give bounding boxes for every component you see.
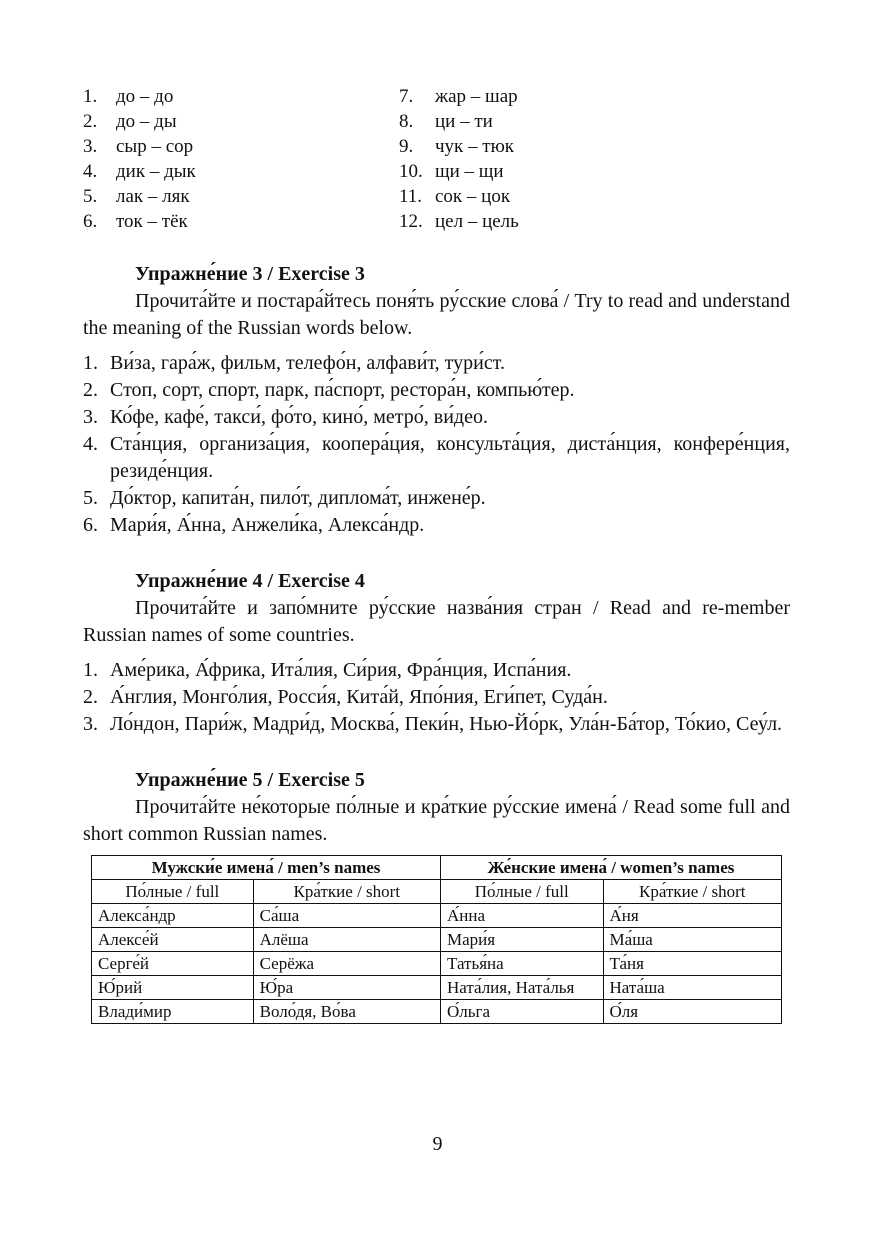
exercise-heading: Упражне́ние 5 / Exercise 5 [135,769,365,791]
list-item: 6. ток – тёк [83,211,188,232]
table-row [92,928,782,952]
list-item: 5. лак – ляк [83,186,190,207]
table-cell: Ната́ша [603,976,781,1000]
exercise-instruction: Прочита́йте и постара́йтесь поня́ть ру́сские слова́ / Try to read and understand the meaning of the Russian words below. [83,290,790,339]
table-row [92,904,782,928]
table-cell: Алёша [253,928,440,952]
table-cell: О́ля [603,1000,781,1024]
page-number: 9 [432,1133,443,1155]
table-row [92,976,782,1000]
table-cell: Ю́рий [92,976,254,1000]
women-names-header: Же́нские имена́ / women’s names [440,856,781,880]
full-header: По́лные / full [92,880,254,904]
list-item: 11. сок – цок [399,186,511,207]
list-item: 5. До́ктор, капита́н, пило́т, диплома́т, инжене́р. [83,487,486,509]
table-cell: О́льга [440,1000,603,1024]
pairs-left-column [83,84,399,234]
table-cell: Татья́на [440,952,603,976]
list-item: 1. Аме́рика, А́фрика, Ита́лия, Си́рия, Фра́нция, Испа́ния. [83,659,572,681]
table-cell: Ната́лия, Ната́лья [440,976,603,1000]
list-item: 4. дик – дык [83,161,196,182]
exercise-list [83,657,790,738]
table-cell: Влади́мир [92,1000,254,1024]
list-item: 3. Ло́ндон, Пари́ж, Мадри́д, Москва́, Пеки́н, Нью-Йо́рк, Ула́н-Ба́тор, То́кио, Сеу́л. [83,713,783,735]
exercise-5 [83,766,790,1024]
exercise-3 [83,260,790,539]
table-row [92,952,782,976]
exercise-heading: Упражне́ние 3 / Exercise 3 [135,263,365,285]
exercise-instruction: Прочита́йте и запо́мните ру́сские назва́ния стран / Read and re-member Russian names of some countries. [83,597,790,646]
list-item: 3. сыр – сор [83,136,194,157]
list-item: 3. Ко́фе, кафе́, такси́, фо́то, кино́, метро́, ви́део. [83,406,488,428]
table-cell: Са́ша [253,904,440,928]
table-cell: Ю́ра [253,976,440,1000]
exercise-instruction: Прочита́йте не́которые по́лные и кра́ткие ру́сские имена́ / Read some full and short common Russian names. [83,796,790,845]
names-table [91,855,782,1024]
table-cell: Ма́ша [603,928,781,952]
list-item: 4. Ста́нция, организа́ция, коопера́ция, консульта́ция, диста́нция, конфере́нция, резиде́нция. [83,433,790,482]
list-item: 1. Ви́за, гара́ж, фильм, телефо́н, алфави́т, тури́ст. [83,352,505,374]
page-content [83,84,790,1024]
list-item: 6. Мари́я, А́нна, Анжели́ка, Алекса́ндр. [83,514,425,536]
list-item: 2. до – ды [83,111,177,132]
table-cell: Алекса́ндр [92,904,254,928]
table-cell: Серге́й [92,952,254,976]
exercise-list [83,350,790,539]
exercise-4 [83,567,790,738]
full-header: По́лные / full [440,880,603,904]
list-item: 9. чук – тюк [399,136,515,157]
short-header: Кра́ткие / short [603,880,781,904]
table-cell: Серёжа [253,952,440,976]
table-cell: Мари́я [440,928,603,952]
table-row [92,1000,782,1024]
list-item: 7. жар – шар [399,86,518,107]
list-item: 1. до – до [83,86,174,107]
list-item: 8. ци – ти [399,111,493,132]
list-item: 2. Стоп, сорт, спорт, парк, па́спорт, рестора́н, компью́тер. [83,379,575,401]
table-cell: Алексе́й [92,928,254,952]
table-cell: Та́ня [603,952,781,976]
list-item: 10. щи – щи [399,161,504,182]
pairs-right-column [399,84,519,234]
list-item: 2. А́нглия, Монго́лия, Росси́я, Кита́й, Япо́ния, Еги́пет, Суда́н. [83,686,608,708]
table-cell: А́ня [603,904,781,928]
syllable-pairs [83,84,790,234]
list-item: 12. цел – цель [399,211,519,232]
men-names-header: Мужски́е имена́ / men’s names [92,856,441,880]
table-cell: Воло́дя, Во́ва [253,1000,440,1024]
exercise-heading: Упражне́ние 4 / Exercise 4 [135,570,365,592]
short-header: Кра́ткие / short [253,880,440,904]
table-cell: А́нна [440,904,603,928]
